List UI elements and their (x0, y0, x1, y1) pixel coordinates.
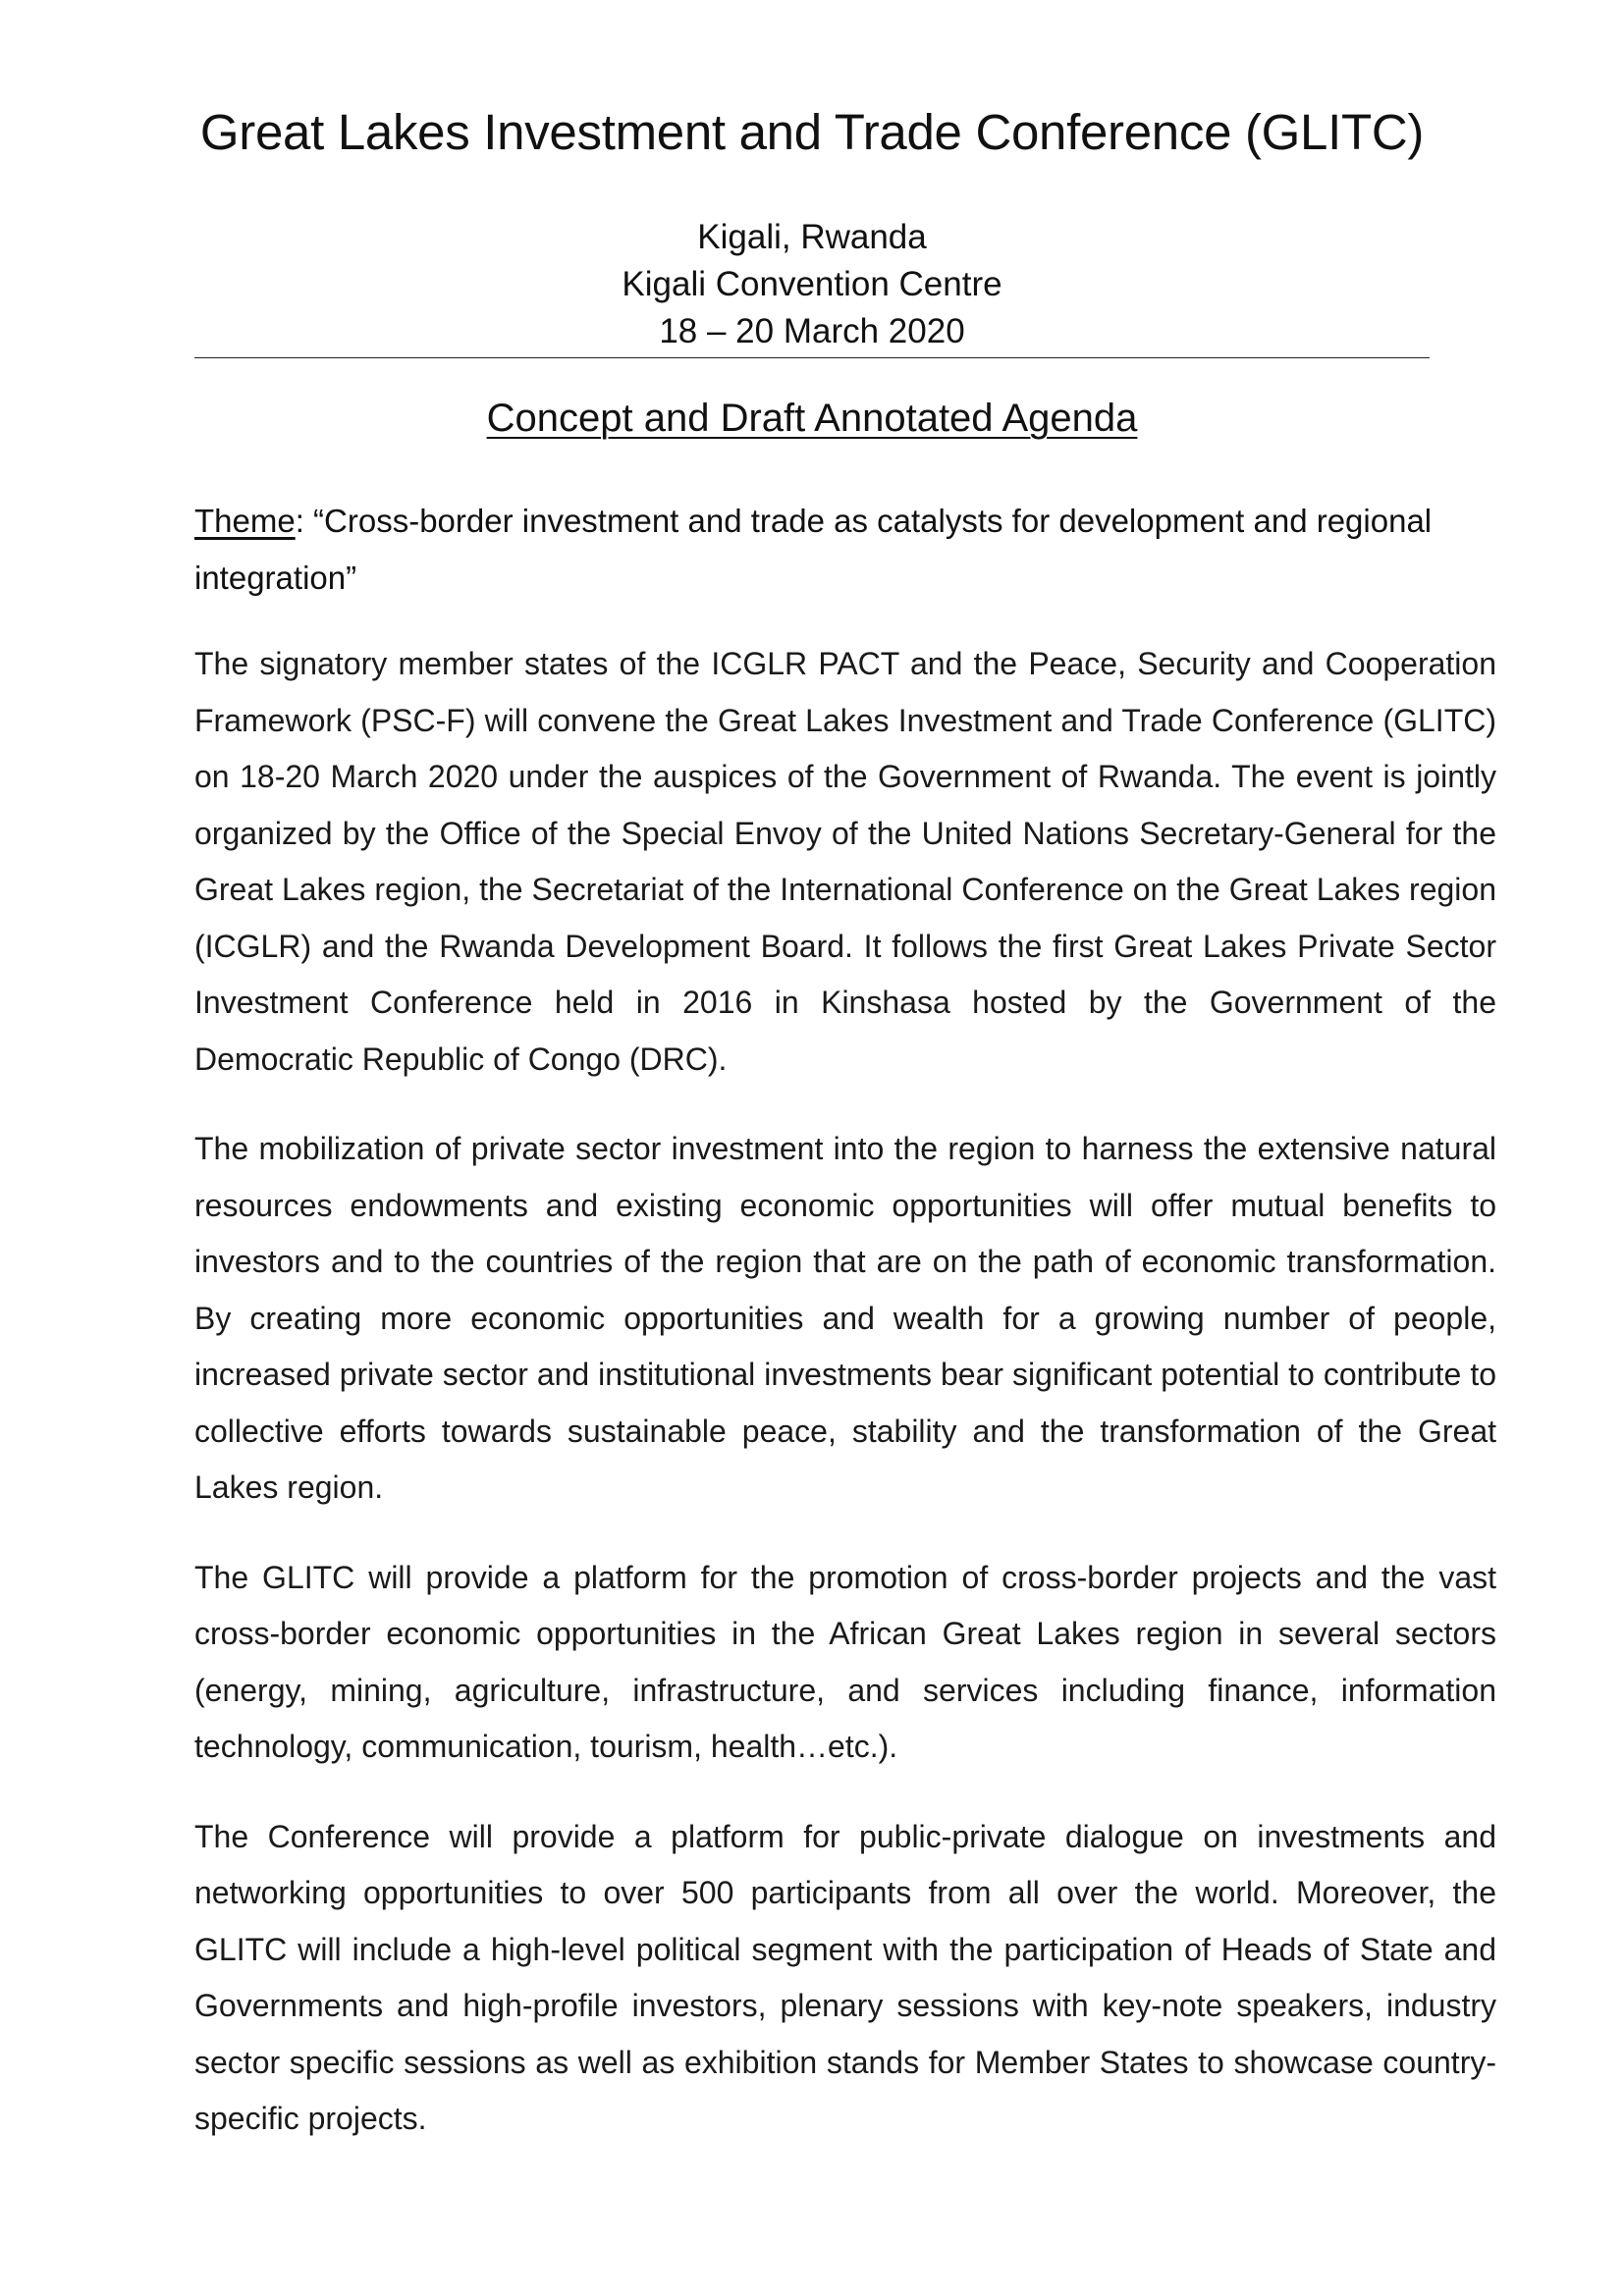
theme-statement (194, 493, 1496, 607)
theme-text: : “Cross-border investment and trade as catalysts for development and regional integration” (194, 503, 1433, 596)
paragraph: The mobilization of private sector investment into the region to harness the extensive natural resources endowments and existing economic opportunities will offer mutual benefits to investors and to the countries of the region that are on the path of economic transformation. By creating more economic opportunities and wealth for a growing number of people, increased private sector and institutional investments bear significant potential to contribute to collective efforts towards sustainable peace, stability and the transformation of the Great Lakes region. (194, 1131, 1496, 1505)
venue-city: Kigali, Rwanda (697, 218, 927, 256)
document-subtitle: Concept and Draft Annotated Agenda (486, 397, 1138, 440)
venue-dates: 18 – 20 March 2020 (659, 312, 965, 350)
paragraph: The signatory member states of the ICGLR PACT and the Peace, Security and Cooperation Framework (PSC-F) will convene the Great Lakes Investment and Trade Conference (GLITC) on 18-20 March 2020 under the auspices of the Government of Rwanda. The event is jointly organized by the Office of the Special Envoy of the United Nations Secretary-General for the Great Lakes region, the Secretariat of the International Conference on the Great Lakes region (ICGLR) and the Rwanda Development Board. It follows the first Great Lakes Private Sector Investment Conference held in 2016 in Kinshasa hosted by the Government of the Democratic Republic of Congo (DRC). (194, 646, 1496, 1077)
venue-location: Kigali Convention Centre (622, 265, 1002, 303)
header-divider (194, 357, 1430, 358)
document-title: Great Lakes Investment and Trade Conference (GLITC) (199, 104, 1425, 160)
theme-label: Theme (194, 503, 296, 539)
body-text (194, 636, 1496, 2181)
paragraph: The Conference will provide a platform for public-private dialogue on investments and networking opportunities to over 500 participants from all over the world. Moreover, the GLITC will include a high-level political segment with the participation of Heads of State and Governments and high-profile investors, plenary sessions with key-note speakers, industry sector specific sessions as well as exhibition stands for Member States to showcase country-specific projects. (194, 1818, 1496, 2136)
paragraph: The GLITC will provide a platform for the promotion of cross-border projects and the vast cross-border economic opportunities in the African Great Lakes region in several sectors (energy, mining, agriculture, infrastructure, and services including finance, information technology, communication, tourism, health…etc.). (194, 1559, 1496, 1764)
venue-block (0, 214, 1624, 355)
